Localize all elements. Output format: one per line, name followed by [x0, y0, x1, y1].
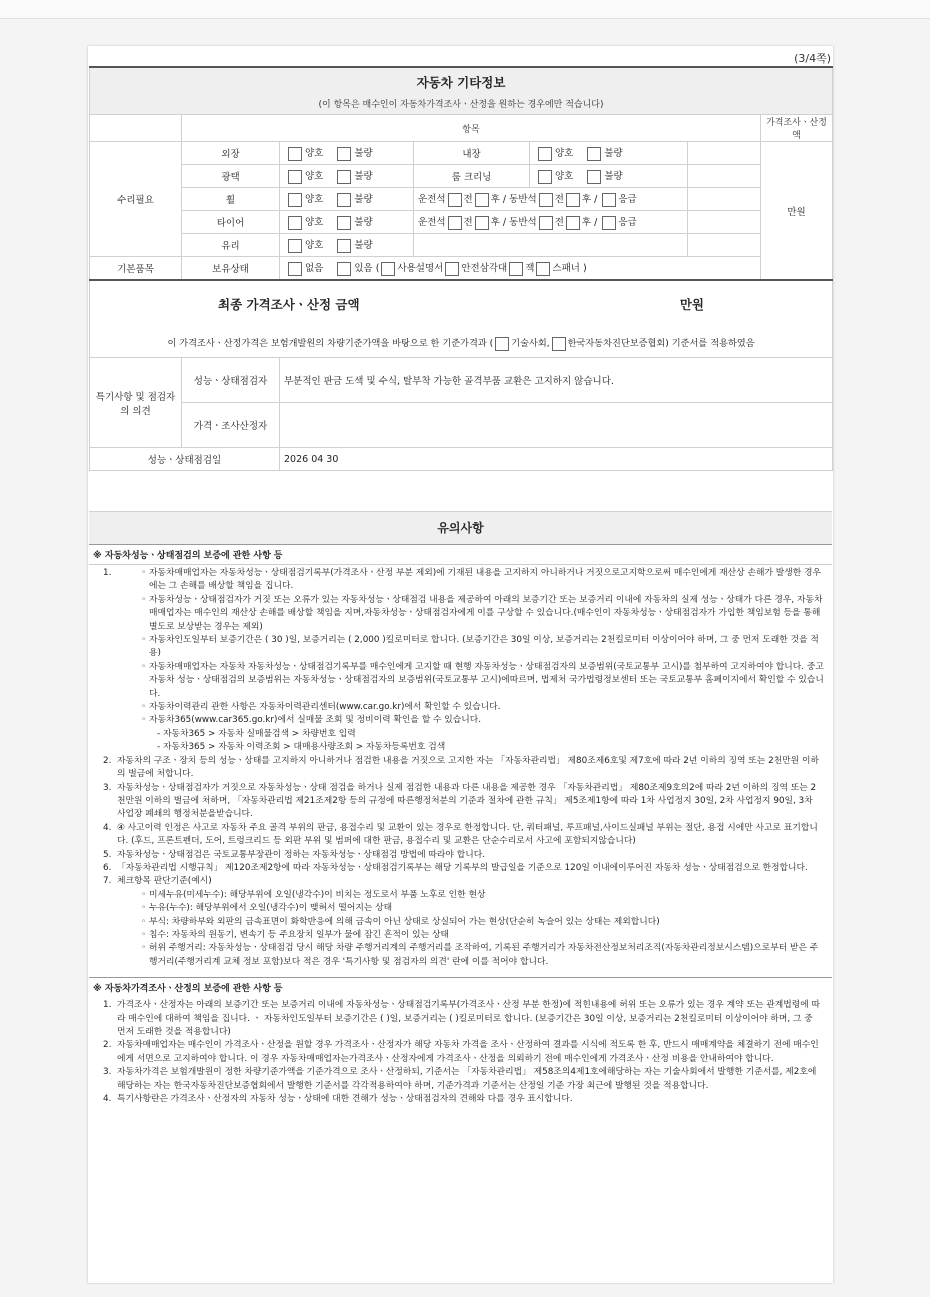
checkbox-interior-bad[interactable]: [587, 147, 601, 161]
final-price-label: 최종 가격조사ㆍ산정 금액: [218, 297, 360, 312]
checkbox-basic-has[interactable]: [337, 262, 351, 276]
inspection-date: 2026 04 30: [280, 448, 833, 471]
final-price-note: 이 가격조사ㆍ산정가격은 보험개발원의 차량기준가액을 바탕으로 한 기준가격과 ( 기술사회, 한국자동차진단보증협회) 기준서를 적용하였음: [167, 338, 755, 349]
final-price-unit: 만원: [679, 297, 705, 312]
list-item: 1. ◦ 자동차매매업자는 자동차성능ㆍ상태점검기록부(가격조사ㆍ산정 부분 제외)에 기재된 내용을 고지하지 아니하거나 거짓으로고지학으로써 매수인에게 재산상 손해가 발생한 경우에는 그 손해를 배상할 책임을 집니다. ◦ 자동차성능ㆍ상태점검자가 거짓 또는 오류가 있는 자동차성능ㆍ상태점검 내용을 제공하여 아래의 보증기간 또는 보증거리 이내에 자동차의 실제 성능ㆍ상태가 다른 경우, 자동차매매업자는 매수인의 재산상 손해를 배상할 책임을 지며,자동차성능ㆍ상태점검자에게 이를 구상할 수 있습니다.(매수인이 자동차성능ㆍ상태점검자가 가입한 책임보험 등을 통해별도로 보상받는 경우는 제외) ◦ 자동차인도일부터 보증기간은 ( 30 )일, 보증거리는 ( 2,000 )킬로미터로 합니다. (보증기간은 30일 이상, 보증거리는 2천킬로미터 이상이어야 하며, 그 중 먼저 도래한 것을 적용) ◦ 자동차매매업자는 자동차 자동차성능ㆍ상태점검기록부를 매수인에게 고지할 때 현행 자동차성능ㆍ상태점검자의 보증범위(국토교통부 고시)를 첨부하여 고지하여야 합니다. 중고자동차 성능ㆍ상태점검의 보증범위는 자동차성능ㆍ상태점검자의 보증범위(국토교통부 고시)에따르며, 법제처 국가법령정보센터 또는 국토교통부 홈페이지에서 확인할 수 있습니다. ◦ 자동차이력관리 관한 사항은 자동차이력관리센터(www.car.go.kr)에서 확인할 수 있습니다. ◦ 자동차365(www.car365.go.kr)에서 실매물 조회 및 정비이력 확인을 할 수 있습니다. - 자동차365 > 자동차 실매물검색 > 차량번호 입력 - 자동차365 > 자동차 이력조회 > 대매용사량조회 > 자동차등록번호 검색: [103, 568, 824, 753]
list-item: 1. 가격조사ㆍ산정자는 아래의 보증기간 또는 보증거리 이내에 자동차성능ㆍ상태점검기록부(가격조사ㆍ산정 부분 한정)에 적힌내용에 허위 또는 오류가 있는 경우 계약 또는 관계법령에 따라 매수인에 대하여 책임을 집니다. ㆍ 자동차인도일부터 보증기간은 ( )일, 보증거리는 ( )킬로미터로 합니다. (보증기간은 30일 이상, 보증거리는 2천킬로미터 이상이어야 하며, 그 중 먼저 도래한 것을 적용합니다): [103, 1000, 821, 1037]
viewer-top-bar: [0, 0, 930, 19]
basic-items-status: 보유상태: [182, 257, 280, 281]
item-header: 항목: [182, 115, 761, 142]
repair-price-unit: 만원: [761, 142, 833, 281]
checkbox-cleaning-bad[interactable]: [587, 170, 601, 184]
checkbox-engineer-society[interactable]: [495, 337, 509, 351]
repair-item-room-cleaning: 룸 크리닝: [414, 165, 530, 188]
repair-item-interior: 내장: [414, 142, 530, 165]
checkbox-tire-good[interactable]: [288, 216, 302, 230]
checkbox-wheel-bad[interactable]: [337, 193, 351, 207]
page-number: (3/4쪽): [794, 52, 831, 65]
price-header: 가격조사ㆍ산정액: [761, 115, 833, 142]
notes-title: 유의사항: [89, 511, 832, 545]
repair-item-gloss: 광택: [182, 165, 280, 188]
perf-inspector-label: 성능ㆍ상태점검자: [182, 358, 280, 403]
checkbox-kadia[interactable]: [552, 337, 566, 351]
basic-items-options: 없음 있음 ( 사용설명서 안전삼각대 잭 스패너 ): [280, 257, 761, 281]
checkbox-basic-none[interactable]: [288, 262, 302, 276]
section-title: 자동차 기타정보: [416, 74, 506, 90]
list-item: 2. 자동차의 구조ㆍ장치 등의 성능ㆍ상태를 고지하지 아니하거나 점검한 내용을 거짓으로 고지한 자는 「자동차관리법」 제80조제6호및 제7호에 따라 2년 이하의 징역 또는 2천만원 이하의 벌금에 처합니다.: [103, 755, 819, 780]
price-inspector-label: 가격ㆍ조사산정자: [182, 403, 280, 448]
list-item: 3. 자동차성능ㆍ상태점검자가 거짓으로 자동차성능ㆍ상태 점검을 하거나 실제 점검한 내용과 다른 내용을 제공한 경우 「자동차관리법」 제80조제9호의2에 따라 2년 이하의 징역 또는 2천만원 이하의 벌금에 처하며, 「자동차관리법 제21조제2항 등의 규정에 따른행정처분의 기준과 절차에 관한 규칙」 제5조제1항에 따라 1차 사업정지 30일, 2차 사업정지 90일, 3차 사업장 폐쇄의 행정처분을받습니다.: [103, 782, 817, 820]
list-item: 7. 체크항목 판단기준(예시) ◦ 미세누유(미세누수): 해당부위에 오일(냉각수)이 비치는 정도로서 부품 노후로 인한 현상 ◦ 누유(누수): 해당부위에서 오일(냉각수)이 맺혀서 떨어지는 상태 ◦ 부식: 차량하부와 외판의 금속표면이 화학반응에 의해 금속이 아닌 상태로 상실되어 가는 현상(단순히 녹슬어 있는 상태는 제외합니다) ◦ 침수: 자동차의 원동기, 변속기 등 주요장치 일부가 물에 잠긴 흔적이 있는 상태 ◦ 허위 주행거리: 자동차성능ㆍ상태점검 당시 해당 차량 주행거리계의 주행거리를 조작하여, 기록된 주행거리가 자동차전산정보처리조직(자동차관리정보시스템)으로부터 받은 주행거리(주행거리계 교체 정보 포함)보다 적은 경우 '특기사항 및 점검자의 의견' 란에 이를 적어야 합니다.: [103, 876, 819, 967]
checkbox-interior-good[interactable]: [538, 147, 552, 161]
notes-section: [89, 511, 832, 1110]
wheel-seat-options: 운전석 전 후 / 동반석 전 후 / 응급: [414, 188, 688, 211]
basic-items-label: 기본품목: [90, 257, 182, 281]
repair-item-tire: 타이어: [182, 211, 280, 234]
notes-s2-title: ※ 자동차가격조사ㆍ산정의 보증에 관한 사항 등: [93, 984, 283, 995]
section-subtitle: (이 항목은 매수인이 자동차가격조사ㆍ산정을 원하는 경우에만 적습니다): [318, 99, 604, 110]
checkbox-gloss-bad[interactable]: [337, 170, 351, 184]
repair-item-wheel: 휠: [182, 188, 280, 211]
document-page: [88, 46, 833, 1283]
checkbox-exterior-bad[interactable]: [337, 147, 351, 161]
checkbox-wheel-good[interactable]: [288, 193, 302, 207]
checkbox-glass-good[interactable]: [288, 239, 302, 253]
notes-s1-body: [89, 565, 832, 973]
checkbox-tire-bad[interactable]: [337, 216, 351, 230]
inspection-date-label: 성능ㆍ상태점검일: [90, 448, 280, 471]
price-inspector-text[interactable]: [280, 403, 833, 448]
list-item: 4. ④ 사고이력 인정은 사고로 자동차 주요 골격 부위의 판금, 용접수리 및 교환이 있는 경우로 한정합니다. 단, 쿼터패널, 루프패널,사이드실패널 부위는 절단, 용접 시에만 사고로 표기합니다. (후드, 프론트펜더, 도어, 트렁크리드 등 외판 부위 및 범퍼에 대한 판금, 용접수리 및 교환은 단순수리로서 사고에 포함되지않습니다): [103, 822, 818, 847]
notes-s1-title: ※ 자동차성능ㆍ상태점검의 보증에 관한 사항 등: [89, 545, 832, 565]
list-item: 4. 특기사항란은 가격조사ㆍ산정자의 자동차 성능ㆍ상태에 대한 견해가 성능ㆍ상태점검자의 견해와 다를 경우 표시합니다.: [103, 1094, 573, 1105]
checkbox-cleaning-good[interactable]: [538, 170, 552, 184]
perf-inspector-text: 부분적인 판금 도색 및 수식, 탈부착 가능한 골격부품 교환은 고지하지 않습니다.: [280, 358, 833, 403]
vehicle-info-table: 자동차 기타정보 (이 항목은 매수인이 자동차가격조사ㆍ산정을 원하는 경우에만 적습니다) 항목 가격조사ㆍ산정액 수리필요 외장 양호 불량 내장 양호 불량 만원 광택 양호 불량 룸 크리닝 양호 불량 휠 양호 불량 운전석 전 후 / 동반석 전 후 / 응급 타이어 양호 불량 운전석 전 후 / 동반석 전 후 / 응급 유리 양호 불량 기본품목 보유상태 없음 있음 ( 사용설명서 안전삼각대 잭 스패너 ) 최종 가격조사ㆍ산정 금액 만원 이 가격조사ㆍ산정가격은 보험개발원의 차량기준가액을 바탕으로 한 기준가격과 ( 기술사회, 한국자동차진단보증협회) 기준서를 적용하였음 특기사항 및 점검자의 의견 성능ㆍ상태점검자 부분적인 판금 도색 및 수식, 탈부착 가능한 골격부품 교환은 고지하지 않습니다. 가격ㆍ조사산정자 성능ㆍ상태점검일 2026 04 30: [89, 66, 833, 471]
list-item: 5. 자동차성능ㆍ상태점검은 국토교통부장관이 정하는 자동차성능ㆍ상태점검 방법에 따라야 합니다.: [103, 849, 485, 860]
repair-item-exterior: 외장: [182, 142, 280, 165]
special-notes-label: 특기사항 및 점검자의 의견: [90, 358, 182, 448]
list-item: 2. 자동차매매업자는 매수인이 가격조사ㆍ산정을 원할 경우 가격조사ㆍ산정자가 해당 자동차 가격을 조사ㆍ산정하여 결과를 시식에 적도록 한 후, 반드시 매매계약을 체결하기 전에 매수인에게 서면으로 고지하여야 합니다. 이 경우 자동차매매업자는가격조사ㆍ산정자에게 가격조사ㆍ산정을 의뢰하기 전에 매수인에게 가격조사ㆍ산정 비용을 안내하여야 합니다.: [103, 1040, 819, 1064]
tire-seat-options: 운전석 전 후 / 동반석 전 후 / 응급: [414, 211, 688, 234]
checkbox-exterior-good[interactable]: [288, 147, 302, 161]
list-item: 3. 자동차가격은 보험개발원이 정한 차량기준가액을 기준가격으로 조사ㆍ산정하되, 기준서는 「자동차관리법」 제58조의4제1호에해당하는 자는 기술사회에서 발행한 기준서를, 제2호에 해당하는 자는 한국자동차진단보증협회에서 발행한 기준서를 각각적용하여야 하며, 기준가격과 기준서는 산정일 기준 가장 최근에 발행된 것을 적용합니다.: [103, 1067, 817, 1091]
notes-s2-body: [89, 997, 832, 1110]
repair-label: 수리필요: [90, 142, 182, 257]
repair-item-glass: 유리: [182, 234, 280, 257]
checkbox-glass-bad[interactable]: [337, 239, 351, 253]
checkbox-gloss-good[interactable]: [288, 170, 302, 184]
list-item: 6. 「자동차관리법 시행규칙」 제120조제2항에 따라 자동차성능ㆍ상태점검기록부는 해당 기록부의 발급일을 기준으로 120일 이내에이루어진 자동차 성능ㆍ상태점검으로 한정합니다.: [103, 862, 808, 873]
